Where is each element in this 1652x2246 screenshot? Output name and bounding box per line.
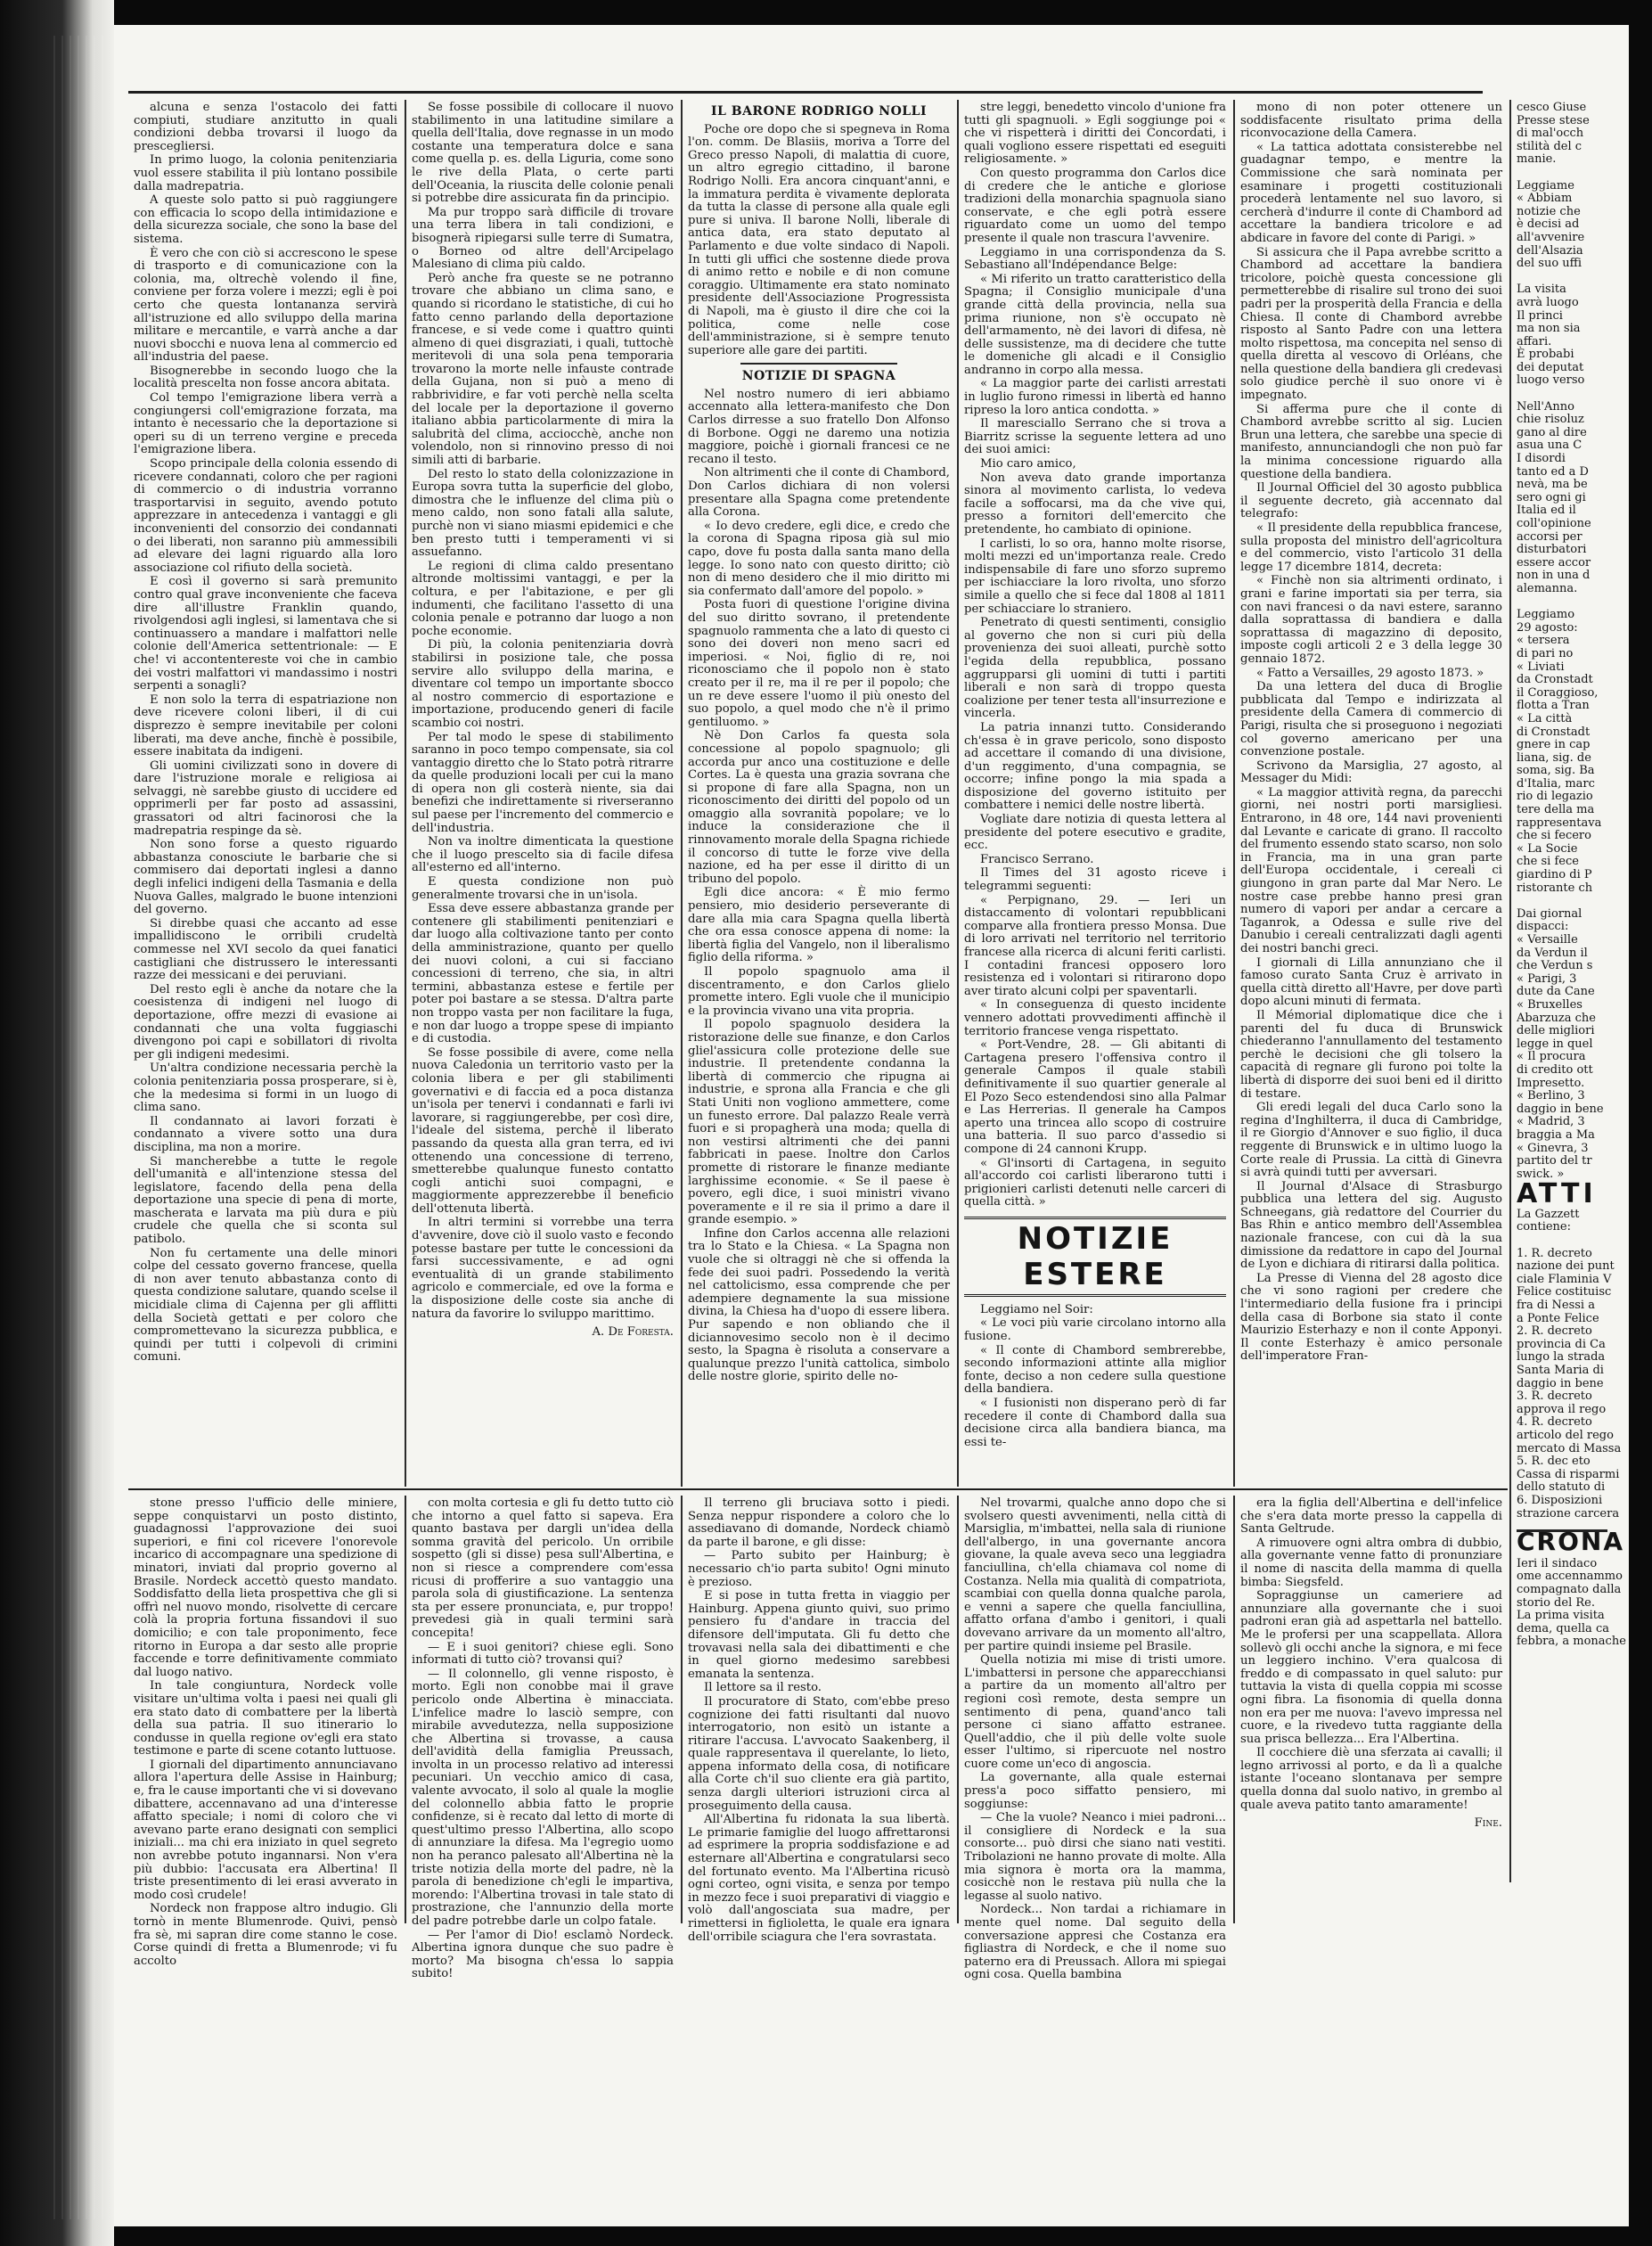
- fragment-line: Dai giornal: [1517, 906, 1582, 921]
- article-paragraph: stre leggi, benedetto vincolo d'unione fra tutti gli spagnuoli. » Egli soggiunge poi « che vi rispetterà i diritti dei Concordati, i quali vogliono essere rispettati ed eseguiti religiosamente. »: [964, 101, 1226, 167]
- fragment-line: La Gazzett: [1517, 1207, 1580, 1221]
- article-paragraph: Si assicura che il Papa avrebbe scritto a Chambord ad accettare la bandiera tricolore, poichè questa concessione gli permetterebbe di risalire sul trono dei suoi padri per la prosperità della Francia e della Chiesa. Il conte di Chambord avrebbe risposto al Santo Padre con una lettera molto rispettosa, ma concepita nel senso di quella diretta al vescovo di Orléans, che nella questione della bandiera gli credevasi solo giudice perchè il suo onore vi è impegnato.: [1240, 245, 1502, 403]
- column-rule-5: [1509, 100, 1511, 1882]
- bottom-column-rule-2: [681, 1496, 683, 1923]
- article-paragraph: È vero che con ciò si accrescono le spese di trasporto e di comunicazione con la colonia, ma, oltrechè volendo il fine, conviene per forza volere i mezzi; egli è poi certo che questa lontananza servirà all'istruzione ed allo sviluppo della marina militare e mercantile, e varrà anche a dar nuovi sbocchi e nuova lena al commercio ed all'industria del paese.: [134, 246, 397, 365]
- article-paragraph: I carlisti, lo so ora, hanno molte risorse, molti mezzi ed un'importanza reale. Credo indispensabile di fare uno sforzo supremo per ischiacciare la loro rivolta, uno sforzo simile a quello che si fece dal 1808 al 1811 per schiacciare lo straniero.: [964, 537, 1226, 616]
- feuilleton-paragraph: — Parto subito per Hainburg; è necessario ch'io parta subito! Ogni minuto è prezioso.: [688, 1549, 950, 1589]
- fragment-line: febbra, a monache: [1517, 1635, 1626, 1649]
- fragment-line: Presse stese: [1517, 113, 1590, 127]
- fragment-line: tanto ed a D: [1517, 464, 1589, 479]
- article-paragraph: Le regioni di clima caldo presentano altronde moltissimi vantaggi, e per la coltura, e per l'abitazione, e per gli indumenti, che facilitano l'assetto di una colonia penale e potranno dar luogo a non poche economie.: [412, 559, 674, 638]
- feuilleton-paragraph: — Il colonnello, gli venne risposto, è morto. Egli non conobbe mai il grave pericolo onde Albertina è minacciata. L'infelice madre lo lasciò sempre, con mirabile avvedutezza, nella supposizione che Albertina si trovasse, a causa dell'avidità della famiglia Preussach, involta in un processo relativo ad interessi pecuniari. Un vecchio amico di casa, valente avvocato, il solo al quale la moglie del colonnello abbia fatto le proprie confidenze, si è recato dal letto di morte di quest'ultimo presso l'Albertina, allo scopo di annunziare la difesa. Ma l'egregio uomo non ha peranco palesato all'Albertina nè la triste notizia della morte del padre, nè la parola di benedizione ch'egli le impartiva, morendo: l'Albertina trovasi in tale stato di prostrazione, che l'annunzio della morte del padre potrebbe darle un colpo fatale.: [412, 1667, 674, 1928]
- article-paragraph: Scopo principale della colonia essendo di ricevere condannati, coloro che per ragioni di commercio o di industria vorranno trasportarvisi in seguito, avendo potuto apprezzare in antecedenza i vantaggi e gli inconvenienti del consorzio dei condannati o dei liberati, non saranno più ammessibili ad elevare dei lagni riguardo alla loro associazione col rifiuto della società.: [134, 457, 397, 575]
- article-paragraph: Non aveva dato grande importanza sinora al movimento carlista, lo vedeva facile a soffocarsi, ma da che vive qui, presso a fornitori dell'emercito che pretendente, ho cambiato di opinione.: [964, 471, 1226, 537]
- fragment-line: « Abbiam: [1517, 192, 1573, 206]
- article-paragraph: Gli eredi legali del duca Carlo sono la regina d'Inghilterra, il duca di Cambridge, il re Giorgio d'Annover e suo figlio, il duca reggente di Brunswick e in ultimo luogo la Corte reale di Prussia. La città di Ginevra si avrà quindi tutti per avversari.: [1240, 1101, 1502, 1180]
- fragment-line: storio del Re.: [1517, 1595, 1595, 1610]
- fragment-line: I disordi: [1517, 452, 1566, 466]
- fragment-line: coll'opinione: [1517, 517, 1591, 530]
- fragment-line: 6. Disposizioni: [1517, 1493, 1603, 1507]
- article-paragraph: La Presse di Vienna del 28 agosto dice che vi sono ragioni per credere che l'intermediario della fusione fra i principi della casa di Borbone sia stato il conte Maurizio Esterhazy e non il conte Apponyi. Il conte Esterhazy è amico personale dell'imperatore Fran-: [1240, 1271, 1502, 1364]
- column-rule-1: [405, 100, 406, 1487]
- fragment-line: « Il procura: [1517, 1050, 1586, 1064]
- fragment-line: lungo la strada: [1517, 1350, 1606, 1365]
- article-paragraph: Non fu certamente una delle minori colpe del cessato governo francese, quella di non aver tenuto abbastanza conto di questa condizione salutare, quando scelse il micidiale clima di Cajenna per gli afflitti della Società gettati e per coloro che compromettevano la sicurezza pubblica, e quindi per tutti i colpevoli di crimini comuni.: [134, 1246, 397, 1365]
- fragment-line: [1517, 388, 1607, 401]
- fragment-line: daggio in bene: [1517, 1102, 1604, 1116]
- article-paragraph: Si afferma pure che il conte di Chambord avrebbe scritto al sig. Lucien Brun una lettera, che sarebbe una specie di manifesto, annunciandogli che non può far la minima concessione riguardo alla questione della bandiera.: [1240, 402, 1502, 481]
- fragment-line: swick. »: [1517, 1167, 1565, 1181]
- binding-page-edges: [53, 36, 109, 2219]
- fragment-line: [1517, 271, 1607, 284]
- bottom-column-rule-4: [1233, 1496, 1235, 1923]
- fragment-line: che Verdun s: [1517, 959, 1593, 973]
- feuilleton-paragraph: Nel trovarmi, qualche anno dopo che si svolsero questi avvenimenti, nella città di Marsiglia, m'imbattei, nella sala di riunione dell'albergo, in una governante ancora giovane, la quale aveva seco una leggiadra fanciullina, ch'ella chiamava col nome di Costanza. Nella mia qualità di compatriota, scambiai con quella donna qualche parola, e venni a sapere che quella fanciullina, affatto orfana d'ambo i genitori, i quali dovevano arrivare da un momento all'altro, per partire quindi insieme pel Brasile.: [964, 1496, 1226, 1653]
- fragment-line: alemanna.: [1517, 581, 1578, 595]
- section-divider: [740, 363, 897, 365]
- fragment-line: La visita: [1517, 283, 1566, 297]
- fragment-line: il Coraggioso,: [1517, 685, 1599, 700]
- feuilleton-paragraph: All'Albertina fu ridonata la sua libertà. Le primarie famiglie del luogo affrettaronsi ad esprimere la propria soddisfazione e ad esternare all'Albertina e congratularsi seco del fortunato evento. Ma l'Albertina ricusò ogni corteo, ogni visita, e senza por tempo in mezzo fece i suoi preparativi di viaggio e volò dall'angosciata sua madre, per rimettersi in figlioletta, le quale era ignara dell'orribile sciagura che l'era sovrastata.: [688, 1813, 950, 1944]
- article-paragraph: Vogliate dare notizia di questa lettera al presidente del potere esecutivo e gradite, ecc.: [964, 813, 1226, 853]
- article-paragraph: Si mancherebbe a tutte le regole dell'umanità e all'intenzione stessa del legislatore, facendo della pena della deportazione una specie di pena di morte, mascherata e larvata ma più dura e più crudele che quella che si sconta sul patibolo.: [134, 1154, 397, 1247]
- fragment-line: [1517, 895, 1607, 908]
- fragment-line: notizie che: [1517, 204, 1581, 218]
- feuilleton-separator: [128, 1488, 1508, 1490]
- article-paragraph: Con questo programma don Carlos dice di credere che le antiche e gloriose tradizioni della monarchia spagnuola siano conservate, e che egli potrà essere riguardato come un uomo del tempo presente il quale non trascura l'avvenire.: [964, 166, 1226, 245]
- feuilleton-column-5: [1240, 1497, 1502, 1923]
- article-paragraph: Egli dice ancora: « È mio fermo pensiero, mio desiderio perseverante di dare alla mia cara Spagna quella libertà che ora essa conosce appena di nome: la libertà figlia del Vangelo, non il liberalismo figlio della riforma. »: [688, 886, 950, 965]
- article-signature: A. De Foresta.: [592, 1325, 674, 1340]
- fragment-line: sero ogni gi: [1517, 490, 1586, 504]
- fragment-line: non in una d: [1517, 569, 1591, 583]
- fragment-line: 29 agosto:: [1517, 620, 1578, 635]
- article-paragraph: alcuna e senza l'ostacolo dei fatti compiuti, studiare anzitutto in quali condizioni debba trovarsi il luogo da prescegliersi.: [134, 101, 397, 153]
- feuilleton-paragraph: E si pose in tutta fretta in viaggio per Hainburg. Appena giunto quivi, suo primo pensiero fu d'andare in traccia del difensore dell'imputata. Gli fu detto che trovavasi nella sala dei dibattimenti e che in quel giorno medesimo sarebbesi emanata la sentenza.: [688, 1589, 950, 1681]
- fragment-line: flotta a Tran: [1517, 699, 1590, 713]
- article-paragraph: Il Mémorial diplomatique dice che i parenti del fu duca di Brunswick chiederanno l'annullamento del testamento perchè le decisioni che gli tolsero la capacità di regnare gli furono poi tolte la libertà di disporre dei suoi beni ed il diritto di testare.: [1240, 1008, 1502, 1101]
- article-paragraph: Non altrimenti che il conte di Chambord, Don Carlos dichiara di non volersi presentare alla Spagna come pretendente alla Corona.: [688, 466, 950, 520]
- article-paragraph: Poche ore dopo che si spegneva in Roma l'on. comm. De Blasiis, moriva a Torre del Greco presso Napoli, di malattia di cuore, un altro egregio cittadino, il barone Rodrigo Nolli. Era ancora cinquant'anni, e la immatura perdita è vivamente deplorata da tutta la classe di persone alla quale egli pure si univa. Il barone Nolli, liberale di antica data, era stato deputato al Parlamento e due volte sindaco di Napoli. In tutti gli uffici che sostenne diede prova di animo retto e nobile e di non comune coraggio. Ultimamente era stato nominato presidente dell'Associazione Progressista di Napoli, ma è giusto il dire che coi la politica, come nelle cose dell'amministrazione, si è sempre tenuto superiore alle gare dei partiti.: [688, 122, 950, 357]
- article-paragraph: « Port-Vendre, 28. — Gli abitanti di Cartagena presero l'offensiva contro il generale Campos il quale stabilì definitivamente il suo quartier generale al El Pozo Seco estendendosi sino alla Palmar e Las Herrerias. Il generale ha Campos aperto una trincea allo scopo di costruire una batteria. Il suo parco d'assedio si compone di 24 cannoni Krupp.: [964, 1038, 1226, 1156]
- headline-spagna: NOTIZIE DI SPAGNA: [741, 369, 896, 384]
- fragment-line: mercato di Massa: [1517, 1441, 1622, 1455]
- fragment-line: che si fece: [1517, 855, 1579, 869]
- fragment-line: gano al dire: [1517, 425, 1587, 439]
- fragment-line: disturbatori: [1517, 543, 1587, 557]
- feuilleton-paragraph: era la figlia dell'Albertina e dell'infelice che s'era data morte presso la cappella di Santa Geltrude.: [1240, 1496, 1502, 1537]
- feuilleton-paragraph: Il lettore sa il resto.: [704, 1681, 822, 1695]
- fragment-line: Ieri il sindaco: [1517, 1556, 1598, 1570]
- column-rule-3: [957, 100, 959, 1487]
- article-paragraph: Un'altra condizione necessaria perchè la colonia penitenziaria possa prosperare, si è, che la medesima si formi in un luogo di clima sano.: [134, 1062, 397, 1115]
- fragment-line: di pari no: [1517, 646, 1574, 660]
- fragment-line: La prima visita: [1517, 1609, 1605, 1623]
- cropped-right-column: [1517, 101, 1626, 1920]
- article-paragraph: Il popolo spagnuolo ama il discentramento, e don Carlos glielo promette intero. Egli vuole che il municipio e la provincia vivano una vita propria.: [688, 965, 950, 1018]
- headline-cronaca: CRONA: [1517, 1527, 1625, 1557]
- article-paragraph: Leggiamo in una corrispondenza da S. Sebastiano all'Indépendance Belge:: [964, 245, 1226, 273]
- fragment-line: Cassa di risparmi: [1517, 1467, 1620, 1481]
- fragment-line: « La Socie: [1517, 841, 1578, 856]
- feuilleton-paragraph: — Per l'amor di Dio! esclamò Nordeck. Albertina ignora dunque che suo padre è morto? Ma bisogna ch'essa lo sappia subito!: [412, 1928, 674, 1981]
- fragment-line: rappresentava: [1517, 816, 1602, 830]
- article-paragraph: A queste solo patto si può raggiungere con efficacia lo scopo della intimidazione e della sicurezza sociale, che sono la base del sistema.: [134, 193, 397, 246]
- article-paragraph: In altri termini si vorrebbe una terra d'avvenire, dove ciò il suolo vasto e fecondo potesse bastare per tutte le concessioni da farsi successivamente, e ad ogni eventualità di un grande stabilimento agricolo e commerciale, ed ove la forma e la disposizione delle coste sia anche di natura da favorire lo sviluppo marittimo.: [412, 1216, 674, 1321]
- feuilleton-column-4: [964, 1496, 1226, 1982]
- article-paragraph: Se fosse possibile di collocare il nuovo stabilimento in una latitudine similare a quella dell'Italia, dove regnasse in un modo costante una temperatura dolce e sana come quella p. es. della Liguria, come sono le rive della Plata, o certe parti dell'Oceania, la riuscita delle colonie penali si potrebbe dire assicurata fin da principio.: [412, 101, 674, 206]
- fragment-line: « Madrid, 3: [1517, 1115, 1585, 1129]
- fragment-line: giardino di P: [1517, 868, 1592, 882]
- article-paragraph: Posta fuori di questione l'origine divina del suo diritto sovrano, il pretendente spagnuolo rammenta che a lato di questo ci sono dei doveri non meno sacri ed imperiosi. « Noi, figlio di re, noi riconosciamo che il popolo non è stato creato per il re, ma il re per il popolo; che un re deve essere l'uomo il più onesto del suo popolo, a quel modo che n'è il primo gentiluomo. »: [688, 598, 950, 729]
- fragment-line: essere accor: [1517, 555, 1591, 570]
- feuilleton-end-mark: Fine.: [1474, 1816, 1502, 1831]
- article-paragraph: I giornali di Lilla annunziano che il famoso curato Santa Cruz è arrivato in quella città diretto all'Havre, per dove partì dopo alcuni minuti di fermata.: [1240, 955, 1502, 1009]
- headline-nolli: IL BARONE RODRIGO NOLLI: [710, 104, 928, 119]
- fragment-line: da Cronstadt: [1517, 673, 1593, 687]
- article-paragraph: In primo luogo, la colonia penitenziaria vuol essere stabilita il più lontano possibile dalla madrepatria.: [134, 153, 397, 193]
- fragment-line: « Berlino, 3: [1517, 1089, 1585, 1103]
- fragment-line: 1. R. decreto: [1517, 1246, 1592, 1260]
- article-paragraph: Francisco Serrano.: [980, 852, 1094, 866]
- article-paragraph: « Fatto a Versailles, 29 agosto 1873. »: [1256, 666, 1484, 680]
- fragment-line: contiene:: [1517, 1220, 1572, 1234]
- article-paragraph: Infine don Carlos accenna alle relazioni tra lo Stato e la Chiesa. « La Spagna non vuole che si oltraggi nè che si offenda la fede dei suoi padri. Possedendo la verità nel cattolicismo, essa comprende che per adempiere degnamente la sua missione divina, la Chiesa ha d'uopo di essere libera. Pur sapendo e non obliando che il diciannovesimo secolo non è il decimo sesto, la Spagna è risoluta a conservare a qualunque prezzo l'unità cattolica, simbolo delle nostre glorie, spirito delle no-: [688, 1226, 950, 1384]
- column-rule-2: [681, 100, 683, 1487]
- fragment-line: Impresetto.: [1517, 1076, 1585, 1090]
- top-column-1: [134, 102, 397, 1483]
- fragment-line: che si fecero: [1517, 829, 1591, 843]
- article-paragraph: « Perpignano, 29. — Ieri un distaccamento di volontari repubblicani comparve alla frontiera presso Monsa. Due di loro arrivati nel territorio nel territorio francese alla ricerca di alcuni feriti carlisti. I contadini francesi opposero loro resistenza ed i volontari si ritirarono dopo aver tirato alcuni colpi per spaventarli.: [964, 893, 1226, 998]
- fragment-line: di Cronstadt: [1517, 725, 1591, 739]
- article-paragraph: « Finchè non sia altrimenti ordinato, i grani e farine importati sia per terra, sia con navi francesi o da navi estere, saranno dalla soprattassa di bandiera e dalla soprattassa di magazzino di deposito, imposte cogli articoli 2 e 3 della legge 30 gennaio 1872.: [1240, 574, 1502, 666]
- fragment-line: articolo del rego: [1517, 1428, 1614, 1442]
- fragment-line: accorsi per: [1517, 529, 1582, 544]
- scan-edge-right: [1631, 0, 1652, 2246]
- article-paragraph: « I fusionisti non disperano però di far recedere il conte di Chambord dalla sua decisione circa alla bandiera bianca, ma essi te-: [964, 1397, 1226, 1449]
- article-paragraph: Il Journal d'Alsace di Strasburgo pubblica una lettera del sig. Augusto Schneegans, già redattore del Courrier du Bas Rhin e antico membro dell'Assemblea nazionale francese, con cui dà la sua dimissione da redattore in capo del Journal de Lyon e dichiara di ritirarsi dalla politica.: [1240, 1179, 1502, 1272]
- headline-notizie-estere: NOTIZIE ESTERE: [964, 1217, 1226, 1297]
- article-paragraph: Scrivono da Marsiglia, 27 agosto, al Messager du Midi:: [1240, 758, 1502, 786]
- fragment-line: delle migliori: [1517, 1024, 1595, 1038]
- article-paragraph: « Il conte di Chambord sembrerebbe, secondo informazioni attinte alla miglior fonte, deciso a non cedere sulla questione della bandiera.: [964, 1343, 1226, 1397]
- bottom-column-rule-1: [405, 1496, 406, 1923]
- fragment-line: fra di Nessi a: [1517, 1299, 1595, 1313]
- article-paragraph: Non sono forse a questo riguardo abbastanza conosciute le barbarie che si commisero dai deportati inglesi a danno degli infelici indigeni della Tasmania e della Nuova Galles, malgrado le buone intenzioni del governo.: [134, 838, 397, 917]
- fragment-line: 5. R. dec eto: [1517, 1455, 1591, 1469]
- fragment-line: strazione carcera: [1517, 1506, 1620, 1521]
- fragment-line: asua una C: [1517, 439, 1582, 453]
- fragment-line: a Ponte Felice: [1517, 1311, 1599, 1325]
- fragment-line: dei deputat: [1517, 360, 1584, 374]
- fragment-line: legge in quel: [1517, 1037, 1593, 1051]
- feuilleton-paragraph: A rimuovere ogni altra ombra di dubbio, alla governante venne fatto di pronunziare il nome di nascita della mamma di quella bimba: Siegsfeld.: [1240, 1536, 1502, 1589]
- fragment-line: approva il rego: [1517, 1402, 1607, 1416]
- article-paragraph: Del resto lo stato della colonizzazione in Europa sovra tutta la superficie del globo, dimostra che le influenze del clima più o meno caldo, non sono fatali alla salute, purchè non vi siano miasmi epidemici e che ben presto tutti i temperamenti vi si assuefanno.: [412, 467, 674, 560]
- feuilleton-paragraph: La governante, alla quale esternai press'a poco siffatto pensiero, mi soggiunse:: [964, 1771, 1226, 1811]
- article-paragraph: Gli uomini civilizzati sono in dovere di dare l'istruzione morale e religiosa ai selvaggi, nè sarebbe giusto di uccidere ed opprimerli per far posto ad assassini, grassatori od altri facinorosi che la madrepatria respinge da sè.: [134, 758, 397, 838]
- feuilleton-paragraph: Quella notizia mi mise di tristi umore. L'imbattersi in persone che apparecchiansi a partire da un momento all'altro per regioni così remote, desta sempre un sentimento di pena, quand'anco tali persone ci siano affatto estranee. Quell'addio, che il più delle volte suole esser l'ultimo, si ripercuote nel nostro cuore come un'eco di angoscia.: [964, 1653, 1226, 1771]
- headline-atti: ATTI: [1517, 1178, 1597, 1210]
- top-rule: [128, 91, 1483, 94]
- feuilleton-paragraph: — E i suoi genitori? chiese egli. Sono informati di tutto ciò? trovansi qui?: [412, 1640, 674, 1668]
- article-paragraph: Da una lettera del duca di Broglie pubblicata dal Tempo e indirizzata al presidente della Camera di commercio di Parigi, risulta che si proseguono i negoziati col governo americano per una convenzione postale.: [1240, 680, 1502, 759]
- article-paragraph: Non va inoltre dimenticata la questione che il luogo prescelto sia di facile difesa all'esterno ed all'interno.: [412, 835, 674, 875]
- fragment-line: ciale Flaminia V: [1517, 1272, 1612, 1286]
- fragment-line: avrà luogo: [1517, 295, 1579, 309]
- fragment-line: È probabi: [1517, 348, 1574, 362]
- top-column-2: [412, 102, 674, 1483]
- fragment-line: stilità del c: [1517, 139, 1582, 153]
- article-paragraph: Il condannato ai lavori forzati è condannato a vivere sotto una dura disciplina, ma non a morire.: [134, 1114, 397, 1154]
- fragment-line: manie.: [1517, 152, 1557, 167]
- fragment-line: da Verdun il: [1517, 946, 1588, 960]
- article-paragraph: « La tattica adottata consisterebbe nel guadagnar tempo, e mentre la Commissione che sarà nominata per esaminare i progetti costituzionali procederà lentamente nel suo lavoro, si cercherà d'indurre il conte di Chambord ad accettare la bandiera tricolore e ad abdicare in favore del conte di Parigi. »: [1240, 140, 1502, 245]
- fragment-line: del suo uffi: [1517, 257, 1582, 271]
- article-paragraph: Il Journal Officiel del 30 agosto pubblica il seguente decreto, già accennato dal telegrafo:: [1240, 481, 1502, 521]
- article-paragraph: Il maresciallo Serrano che si trova a Biarritz scrisse la seguente lettera ad uno dei suoi amici:: [964, 417, 1226, 457]
- fragment-line: dispacci:: [1517, 920, 1569, 934]
- article-paragraph: Bisognerebbe in secondo luogo che la località prescelta non fosse ancora abitata.: [134, 364, 397, 391]
- fragment-line: provincia di Ca: [1517, 1337, 1606, 1351]
- fragment-line: liana, sig. de: [1517, 750, 1591, 765]
- article-paragraph: « La maggior parte dei carlisti arrestati in luglio furono rimessi in libertà ed hanno ripreso la loro antica condotta. »: [964, 377, 1226, 417]
- fragment-line: « Ginevra, 3: [1517, 1141, 1589, 1155]
- article-paragraph: Di più, la colonia penitenziaria dovrà stabilirsi in posizione tale, che possa servire allo sviluppo della marina, e diventare col tempo un importante sbocco al nostro commercio di esportazione e importazione, producendo generi di facile scambio coi nostri.: [412, 638, 674, 730]
- article-paragraph: E così il governo si sarà premunito contro qual grave inconveniente che faceva dire all'illustre Franklin quando, rivolgendosi agli inglesi, si lamentava che si continuassero a mandare i malfattori nelle colonie dell'America settentrionale: — E che! vi accontentereste voi che in cambio dei vostri malfattori vi mandassimo i nostri serpenti a sonagli?: [134, 575, 397, 693]
- feuilleton-column-3: [688, 1496, 950, 1944]
- feuilleton-paragraph: Nordeck non frappose altro indugio. Gli tornò in mente Blumenrode. Quivi, pensò fra sè, mi sapran dire come stanno le cose. Corse quindi di fretta a Blumenrode; vi fu accolto: [134, 1902, 397, 1968]
- fragment-line: [1517, 596, 1607, 610]
- fragment-line: cesco Giuse: [1517, 101, 1587, 114]
- feuilleton-paragraph: Il terreno gli bruciava sotto i piedi. Senza neppur rispondere a coloro che lo assediavano di domande, Nordeck chiamò da parte il barone, e gli disse:: [688, 1496, 950, 1549]
- article-paragraph: Col tempo l'emigrazione libera verrà a congiungersi coll'emigrazione forzata, ma intanto è necessario che la deportazione si operi su di un terreno vergine e preceda l'emigrazione libera.: [134, 391, 397, 457]
- article-paragraph: Il Times del 31 agosto riceve i telegrammi seguenti:: [964, 866, 1226, 894]
- fragment-line: Leggiamo: [1517, 608, 1575, 622]
- article-paragraph: Nel nostro numero di ieri abbiamo accennato alla lettera-manifesto che Don Carlos dirresse a suo fratello Don Alfonso di Borbone. Oggi ne daremo una notizia maggiore, poichè i giornali francesi ce ne recano il testo.: [688, 387, 950, 466]
- article-paragraph: Essa deve essere abbastanza grande per contenere gli stabilimenti penitenziari e dar luogo alla coltivazione tanto per conto della amministrazione, quanto per quello dei nuovi coloni, a cui si facciano concessioni di terreno, che sia, in altri termini, abbastanza estese e fertile per poter poi bastare a se stessa. D'altra parte non troppo vasta per non facilitare la fuga, e non dar luogo a troppe spese di impianto e di custodia.: [412, 902, 674, 1046]
- fragment-line: braggia a Ma: [1517, 1127, 1595, 1142]
- fragment-line: chie risoluz: [1517, 413, 1584, 427]
- article-paragraph: Se fosse possibile di avere, come nella nuova Caledonia un territorio vasto per la colonia libera e per gli stabilimenti governativi e di faccia ed a poca distanza un'isola per tenervi i condannati e farli ivi lavorare, si raggiungerebbe, per così dire, l'ideale del sistema, perchè il liberato passando da questa alla gran terra, ed ivi ottenendo una concessione di terreno, smetterebbe qualunque funesto contatto cogli antichi suoi compagni, e maggiormente apprezzerebbe il beneficio dell'ottenuta libertà.: [412, 1045, 674, 1216]
- fragment-line: di mal'occh: [1517, 127, 1584, 141]
- newspaper-page: [114, 25, 1629, 2226]
- fragment-line: è decisi ad: [1517, 217, 1580, 232]
- fragment-line: dute da Cane: [1517, 985, 1595, 999]
- fragment-line: « Bruxelles: [1517, 997, 1582, 1012]
- column-rule-4: [1233, 100, 1235, 1487]
- fragment-line: tere della ma: [1517, 803, 1595, 817]
- article-paragraph: « Io devo credere, egli dice, e credo che la corona di Spagna riposa già sul mio capo, dove fu posta dalla santa mano della legge. Io sono nato con questo diritto; ciò non di meno desidero che il mio diritto mi sia confermato dall'amore del popolo. »: [688, 519, 950, 598]
- fragment-line: d'Italia, marc: [1517, 776, 1595, 791]
- fragment-line: « tersera: [1517, 634, 1570, 648]
- feuilleton-paragraph: — Che la vuole? Neanco i miei padroni... il consigliere di Nordeck e la sua consorte... può dirsi che siano nati vestiti. Tribolazioni ne hanno provate di molte. Alla mia signora è morta ora la mamma, cosicchè non le restava più nulla che la legasse al suolo nativo.: [964, 1811, 1226, 1903]
- fragment-line: [1517, 1234, 1607, 1248]
- fragment-line: « Liviati: [1517, 660, 1565, 674]
- article-paragraph: mono di non poter ottenere un soddisfacente risultato prima della riconvocazione della Camera.: [1240, 101, 1502, 141]
- fragment-line: all'avvenire: [1517, 230, 1585, 244]
- fragment-line: nazione dei punt: [1517, 1259, 1615, 1274]
- feuilleton-column-1: [134, 1496, 397, 1968]
- article-paragraph: Mio caro amico,: [980, 457, 1076, 471]
- fragment-line: dello statuto di: [1517, 1480, 1606, 1495]
- fragment-line: Leggiame: [1517, 178, 1574, 193]
- article-paragraph: Per tal modo le spese di stabilimento saranno in poco tempo compensate, sia col vantaggio diretto che lo Stato potrà ritrarre da quelle produzioni locali per cui la mano di opera non gli costerà niente, sia dai benefizi che indirettamente si riverseranno sul paese per l'incremento del commercio e dell'industria.: [412, 730, 674, 835]
- fragment-line: affari.: [1517, 334, 1552, 348]
- fragment-line: nevà, ma be: [1517, 478, 1588, 492]
- fragment-line: [1517, 167, 1607, 180]
- article-paragraph: Però anche fra queste se ne potranno trovare che abbiano un clima sano, e quando si ricordano le statistiche, di cui ho fatto cenno parlando della deportazione francese, e si vede come i quattro quinti almeno di quei disgraziati, i quali, tuttochè meritevoli di una sola pena temporaria trovarono la morte nelle infauste contrade della Gujana, non si può a meno di rabbrividire, e far voti perchè nella scelta del locale per la deportazione il governo italiano abbia particolarmente di mira la salubrità del clima, acciocchè, anche non volendolo, non si rinnovino presso di noi simili atti di barbarie.: [412, 271, 674, 468]
- fragment-line: Nell'Anno: [1517, 399, 1574, 414]
- fragment-line: 2. R. decreto: [1517, 1324, 1592, 1339]
- feuilleton-paragraph: In tale congiuntura, Nordeck volle visitare un'ultima volta i paesi nei quali gli era stato dato di combattere per la libertà della sua patria. Il suo itinerario lo condusse in quella regione ov'egli era stato testimone e parte di scene cotanto luttuose.: [134, 1679, 397, 1758]
- fragment-line: soma, sig. Ba: [1517, 764, 1595, 778]
- feuilleton-paragraph: Sopraggiunse un cameriere ad annunziare alla governante che i suoi padroni eran già ad aspettarla nel battello. Me le profersi per una scappellata. Allora sollevò gli occhi anche la signora, e mi fece un leggiero inchino. V'era qualcosa di freddo e di compassato in quel saluto: pur tuttavia la vista di quella coppia mi scosse ogni fibra. La fisonomia di quella donna non era per me nuova: l'avevo impressa nel cuore, e la rivedevo tutta raggiante della sua prisca bellezza... Era l'Albertina.: [1240, 1589, 1502, 1746]
- article-paragraph: « Gl'insorti di Cartagena, in seguito all'accordo coi carlisti liberarono tutti i prigionieri carlisti detenuti nelle carceri di quella città. »: [964, 1156, 1226, 1209]
- fragment-line: 3. R. decreto: [1517, 1389, 1592, 1404]
- fragment-line: Santa Maria di: [1517, 1364, 1604, 1377]
- article-paragraph: Il popolo spagnuolo desidera la ristorazione delle sue finanze, e don Carlos gliel'assicura colle protezione delle sue industrie. Il pretendente condanna la libertà di commercio che ripugna ai industrie, e sprona alla Francia e che gli Stati Uniti non vogliono ammettere, come un funesto errore. Dal palazzo Reale verrà fuori e si propagherà una moda; quella di non vestirsi altrimenti che dei panni fabbricati in paese. Inoltre don Carlos promette di ristorare le finanze mediante larghissime economie. « Se il paese è povero, egli dice, i suoi ministri vivano poveramente e il re sia il primo a dare il grande esempio. »: [688, 1018, 950, 1227]
- article-paragraph: E non solo la terra di espatriazione non deve ricevere coloni liberi, il di cui disprezzo è sempre inevitabile per coloni liberati, ma deve anche, finchè è possibile, essere inabitata da indigeni.: [134, 693, 397, 759]
- fragment-line: ristorante ch: [1517, 881, 1593, 895]
- feuilleton-paragraph: Il cocchiere diè una sferzata ai cavalli; il legno arrivossi al porto, e da lì a qualche istante l'oceano slontanava per sempre quella donna dal suolo nativo, in grembo al quale aveva patito tanto amaramente!: [1240, 1746, 1502, 1812]
- feuilleton-paragraph: Nordeck... Non tardai a richiamare in mente quel nome. Dal seguito della conversazione appresi che Costanza era figliastra di Nordeck, e che il nome suo paterno era di Preussach. Allora mi spiegai ogni cosa. Quella bambina: [964, 1903, 1226, 1982]
- fragment-line: dema, quella ca: [1517, 1621, 1609, 1635]
- article-paragraph: « La maggior attività regna, da parecchi giorni, nei nostri porti marsigliesi. Entrarono, in 48 ore, 144 navi provenienti dal Levante e caricate di grano. Il raccolto del frumento essendo stato scarso, non solo in Francia, ma in una gran parte dell'Europa occidentale, i cereali ci giungono in gran parte dal Mar Nero. Le nostre case prebbe hanno presi gran numero di vapori per andar a cercare a Taganrok, a Odessa e sulle rive del Danubio i cereali centralizzati dagli agenti dei nostri banchi greci.: [1240, 785, 1502, 955]
- feuilleton-column-2: [412, 1496, 674, 1981]
- fragment-line: « Versaille: [1517, 933, 1578, 947]
- article-paragraph: E questa condizione non può generalmente trovarsi che in un'isola.: [412, 875, 674, 902]
- article-paragraph: Ma pur troppo sarà difficile di trovare una terra libera in tali condizioni, e bisognerà ripiegarsi sulle terre di Sumatra, o Borneo od altre dell'Arcipelago Malesiano di clima più caldo.: [412, 205, 674, 272]
- bottom-column-rule-3: [957, 1496, 959, 1923]
- fragment-line: « Parigi, 3: [1517, 971, 1577, 986]
- fragment-line: gnere in cap: [1517, 738, 1591, 752]
- fragment-line: dell'Alsazia: [1517, 243, 1583, 258]
- fragment-line: Abarzuza che: [1517, 1011, 1596, 1025]
- fragment-line: 4. R. decreto: [1517, 1415, 1592, 1430]
- article-paragraph: « Le voci più varie circolano intorno alla fusione.: [964, 1316, 1226, 1344]
- feuilleton-paragraph: Il procuratore di Stato, com'ebbe preso cognizione dei fatti risultanti dal nuovo interrogatorio, non esitò un istante a ritirare l'accusa. L'avvocato Saakenberg, il quale rappresentava il querelante, lo lieto, appena informato della cosa, di notificare alla Corte ch'il suo cliente era già partito, senza dargli ulteriori istruzioni circa al proseguimento della causa.: [688, 1694, 950, 1813]
- article-paragraph: « In conseguenza di questo incidente vennero adottati provvedimenti affinchè il territorio francese venga rispettato.: [964, 998, 1226, 1038]
- fragment-line: ome accennammo: [1517, 1570, 1623, 1584]
- article-paragraph: « Mi riferito un tratto caratteristico della Spagna; il Consiglio municipale d'una grande città della provincia, nella sua prima riunione, non s'è occupato nè dell'armamento, nè dei lavori di difesa, nè delle sussistenze, ma di decidere che tutte le domeniche gli alcadi e il Consiglio andranno in corpo alla messa.: [964, 272, 1226, 377]
- fragment-line: Il princi: [1517, 308, 1563, 323]
- fragment-line: ma non sia: [1517, 322, 1581, 336]
- feuilleton-paragraph: stone presso l'ufficio delle miniere, seppe conquistarvi un posto distinto, guadagnossi l'approvazione dei suoi superiori, e fini col ricevere l'onorevole incarico di accompagnare una spedizione di minatori, inviati dal proprio governo al Brasile. Nordeck accettò questo mandato. Soddisfatto della lieta prospettiva che gli si offrì nel nuovo mondo, risolvette di cercare colà la propria fortuna fissandovi il suo domicilio; e con tale proponimento, fece ritorno in Europa a dar sesto alle proprie faccende e torre definitivamente commiato dal luogo nativo.: [134, 1496, 397, 1679]
- fragment-line: Felice costituisc: [1517, 1285, 1612, 1299]
- fragment-line: di credito ott: [1517, 1062, 1593, 1077]
- top-column-3: [688, 102, 950, 1483]
- fragment-line: « La città: [1517, 711, 1573, 725]
- top-column-4: [964, 102, 1226, 1483]
- article-paragraph: Penetrato di questi sentimenti, consiglio al governo che non si curi più della provenienza dei suoi alleati, purchè sotto l'egida della repubblica, possano aggrupparsi gli uomini di tutti i partiti liberali e non sarà di troppo questa coalizione per tener testa all'insurrezione e vincerla.: [964, 616, 1226, 721]
- article-paragraph: Si direbbe quasi che accanto ad esse impallidiscono le orribili crudeltà commesse nel XVI secolo da quei fanatici castigliani che distrussero le interessanti razze dei messicani e dei peruviani.: [134, 916, 397, 983]
- fragment-line: daggio in bene: [1517, 1376, 1604, 1390]
- fragment-line: compagnato dalla: [1517, 1582, 1622, 1596]
- fragment-line: luogo verso: [1517, 373, 1585, 388]
- fragment-line: rio di legazio: [1517, 790, 1593, 804]
- article-paragraph: Leggiamo nel Soir:: [980, 1302, 1093, 1316]
- article-paragraph: Nè Don Carlos fa questa sola concessione al popolo spagnuolo; gli accorda pur anco una costituzione e delle Cortes. La è questa una grazia sovrana che si propone di fare alla Spagna, non un riconoscimento dei diritti del popolo od un omaggio alla sovranità popolare; ve lo induce la considerazione che il rinnovamento morale della Spagna richiede il concorso di tutte le forze vive della nazione, ed ha per esse il diritto di un tribuno del popolo.: [688, 729, 950, 886]
- fragment-line: Italia ed il: [1517, 504, 1576, 518]
- feuilleton-paragraph: I giornali del dipartimento annunciavano allora l'apertura delle Assise in Hainburg; e, fra le cause importanti che vi si dovevano dibattere, accennavano ad una d'interesse affatto speciale; i nomi di coloro che vi avevano parte erano designati con semplici iniziali... ma chi era iniziato in quel segreto non avrebbe potuto ingannarsi. Non v'era più dubbio: l'accusata era Albertina! Il triste presentimento di lei erasi avverato in modo così crudele!: [134, 1758, 397, 1902]
- fragment-line: partito del tr: [1517, 1154, 1592, 1168]
- feuilleton-paragraph: con molta cortesia e gli fu detto tutto ciò che intorno a quel fatto si sapeva. Era quanto bastava per dargli un'idea della somma gravità del pericolo. Un orribile sospetto (gli si disse) pesa sull'Albertina, e non si riesce a comprendere com'essa ricusi di profferire a suo vantaggio una parola sola di giustificazione. La sentenza sta per essere pronunciata, e, pur troppo! prevedesi già in quali termini sarà concepita!: [412, 1496, 674, 1640]
- article-paragraph: Del resto egli è anche da notare che la coesistenza di indigeni nel luogo di deportazione, offre mezzi di evasione ai condannati che una volta fuggiaschi divengono poi capi e sobillatori di rivolta per gli indigeni medesimi.: [134, 982, 397, 1062]
- top-column-5: [1240, 102, 1502, 1483]
- article-paragraph: La patria innanzi tutto. Considerando ch'essa è in grave pericolo, sono disposto ad accettare il comando di una divisione, d'un reggimento, d'una compagnia, se occorre; infine pongo la mia spada a disposizione del governo istituito per combattere i nemici delle nostre libertà.: [964, 720, 1226, 813]
- article-paragraph: « Il presidente della repubblica francese, sulla proposta del ministro dell'agricoltura e del commercio, visto l'articolo 31 della legge 17 dicembre 1814, decreta:: [1240, 521, 1502, 574]
